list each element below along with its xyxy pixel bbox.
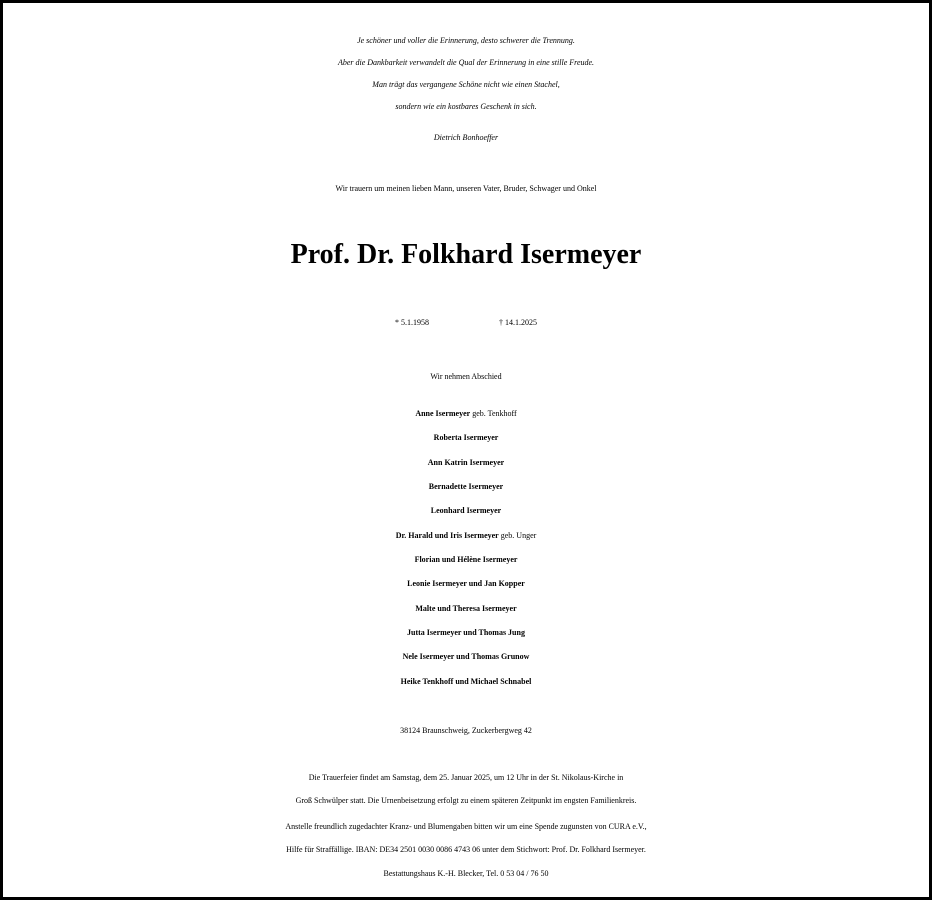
mourner-name: Ann Katrin Isermeyer bbox=[427, 458, 505, 467]
mourner-entry bbox=[3, 499, 929, 523]
mourner-entry bbox=[3, 572, 929, 596]
deceased-name: Prof. Dr. Folkhard Isermeyer bbox=[290, 239, 642, 270]
mourner-entry bbox=[3, 621, 929, 645]
mourner-suffix: geb. Unger bbox=[498, 531, 537, 540]
funeral-home-footer: Bestattungshaus K.-H. Blecker, Tel. 0 53 04 / 76 50 bbox=[383, 869, 549, 878]
quote-line-3: Man trägt das vergangene Schöne nicht wie einen Stachel, bbox=[372, 80, 560, 89]
mourner-name: Florian und Hélène Isermeyer bbox=[414, 555, 518, 564]
mourner-name: Jutta Isermeyer und Thomas Jung bbox=[407, 628, 525, 637]
quote-line-4: sondern wie ein kostbares Geschenk in sich. bbox=[395, 102, 537, 111]
mourner-entry bbox=[3, 426, 929, 450]
mourner-entry bbox=[3, 451, 929, 475]
ceremony-info-line-1: Die Trauerfeier findet am Samstag, dem 25. Januar 2025, um 12 Uhr in der St. Nikolaus-Kirche in bbox=[308, 773, 624, 782]
mourner-entry bbox=[3, 645, 929, 669]
mourner-name: Leonhard Isermeyer bbox=[430, 506, 502, 515]
birth-date: * 5.1.1958 bbox=[395, 318, 429, 327]
mourner-name: Dr. Harald und Iris Isermeyer bbox=[395, 531, 499, 540]
mourner-name: Malte und Theresa Isermeyer bbox=[415, 604, 517, 613]
mourner-name: Bernadette Isermeyer bbox=[428, 482, 504, 491]
intro-text: Wir trauern um meinen lieben Mann, unseren Vater, Bruder, Schwager und Onkel bbox=[335, 184, 597, 193]
quote-line-2: Aber die Dankbarkeit verwandelt die Qual der Erinnerung in eine stille Freude. bbox=[337, 58, 595, 67]
mourner-entry bbox=[3, 524, 929, 548]
quote-author: Dietrich Bonhoeffer bbox=[433, 133, 499, 142]
mourner-entry bbox=[3, 597, 929, 621]
mourner-entry bbox=[3, 670, 929, 694]
farewell-text: Wir nehmen Abschied bbox=[430, 372, 502, 381]
mourner-entry bbox=[3, 475, 929, 499]
family-address: 38124 Braunschweig, Zuckerbergweg 42 bbox=[400, 726, 532, 735]
death-date: † 14.1.2025 bbox=[499, 318, 537, 327]
life-dates bbox=[3, 318, 929, 327]
mourner-suffix: geb. Tenkhoff bbox=[470, 409, 517, 418]
mourner-name: Leonie Isermeyer und Jan Kopper bbox=[407, 579, 525, 588]
mourner-entry bbox=[3, 402, 929, 426]
mourner-name: Heike Tenkhoff und Michael Schnabel bbox=[400, 677, 532, 686]
ceremony-info-line-2: Groß Schwülper statt. Die Urnenbeisetzung erfolgt zu einem späteren Zeitpunkt im engsten Familienkreis. bbox=[295, 796, 637, 805]
mourner-name: Anne Isermeyer bbox=[415, 409, 471, 418]
mourner-entry bbox=[3, 548, 929, 572]
donation-info-line-2: Hilfe für Straffällige. IBAN: DE34 2501 0030 0086 4743 06 unter dem Stichwort: Prof. Dr. Folkhard Isermeyer. bbox=[286, 845, 646, 854]
mourner-name: Nele Isermeyer und Thomas Grunow bbox=[402, 652, 530, 661]
mourner-name: Roberta Isermeyer bbox=[433, 433, 499, 442]
quote-line-1: Je schöner und voller die Erinnerung, desto schwerer die Trennung. bbox=[357, 36, 575, 45]
donation-info-line-1: Anstelle freundlich zugedachter Kranz- und Blumengaben bitten wir um eine Spende zugunsten von CURA e.V., bbox=[285, 822, 647, 831]
